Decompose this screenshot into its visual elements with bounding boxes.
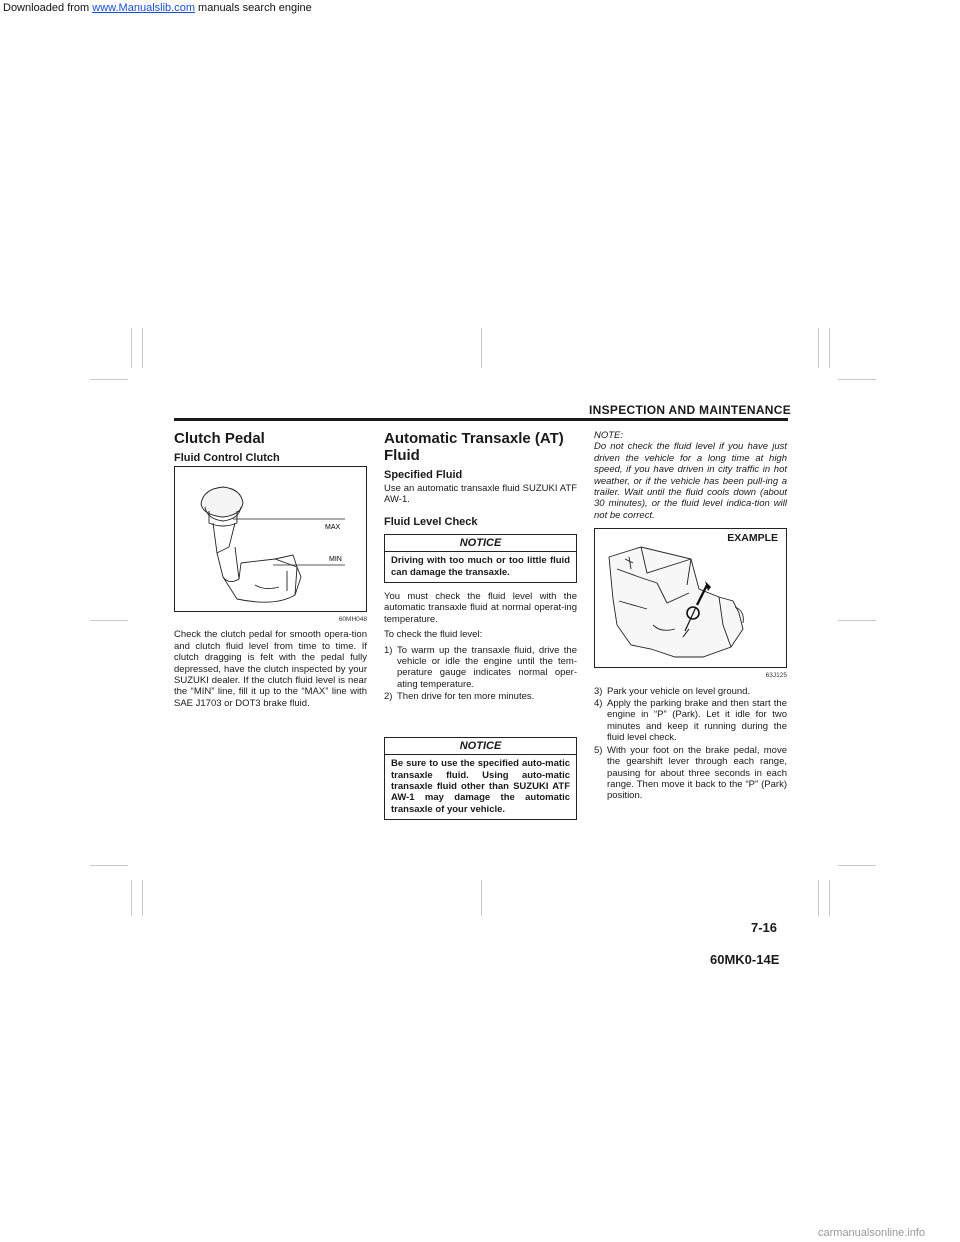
subheading-specified-fluid: Specified Fluid [384,469,463,481]
banner-prefix: Downloaded from [3,2,93,14]
watermark: carmanualsonline.info [818,1227,926,1239]
example-label: EXAMPLE [727,532,778,545]
column-clutch-pedal [174,430,367,713]
fluid-check-intro: To check the fluid level: [384,629,483,641]
column-at-fluid [384,430,577,826]
manualslib-link[interactable]: www.Manualslib.com [92,2,195,14]
notice-box-1 [384,534,577,583]
list-item: 3) Park your vehicle on level ground. [594,685,751,697]
download-banner [3,2,312,14]
transaxle-illustration [595,529,786,667]
note-text: Do not check the fluid level if you have just driven the vehicle for a long time at high speed, if you have driven in city traffic in hot weather, or if the vehicle has been pull-ing a trailer. Wait until the fluid cools down (about 30 minutes), or the fluid level indica-tion will not be correct. [594,441,787,521]
figure-code: 63J125 [765,672,787,680]
note-label: NOTE: [594,430,624,441]
notice-text: Driving with too much or too little fluid can damage the transaxle. [391,555,570,578]
notice-box-2 [384,737,577,820]
column-note-steps [594,430,787,803]
fluid-check-steps-continued [594,686,787,802]
notice-title: NOTICE [385,535,576,552]
section-title: INSPECTION AND MAINTENANCE [589,403,792,417]
specified-fluid-text: Use an automatic transaxle fluid SUZUKI ATF AW-1. [384,483,577,506]
list-item: 2) Then drive for ten more minutes. [384,691,535,703]
min-label: MIN [329,556,342,563]
list-item: 4) Apply the parking brake and then start the engine in “P” (Park). Let it idle for two minutes and keep it running during the fluid level check. [594,698,787,744]
fluid-check-paragraph: You must check the fluid level with the automatic transaxle fluid at normal operat-ing temperature. [384,591,577,625]
heading-clutch-pedal: Clutch Pedal [174,430,265,447]
document-code: 60MK0-14E [710,952,780,967]
banner-suffix: manuals search engine [194,2,312,14]
heading-at-fluid: Automatic Transaxle (AT) Fluid [384,430,564,464]
page-number: 7-16 [751,920,778,935]
figure-code: 60MH048 [338,616,367,623]
subheading-fluid-control-clutch: Fluid Control Clutch [174,452,280,464]
clutch-reservoir-figure [174,466,367,612]
transaxle-figure [594,528,787,668]
header-rule [174,418,788,421]
list-item: 1) To warm up the transaxle fluid, drive the vehicle or idle the engine until the tem-perature gauge indicates normal oper-ating temperature. [384,644,577,690]
max-label: MAX [325,524,341,531]
subheading-fluid-level-check: Fluid Level Check [384,515,478,528]
list-item: 5) With your foot on the brake pedal, move the gearshift lever through each range, pausing for about three seconds in each range. Then move it back to the “P” (Park) position. [594,744,787,802]
fluid-check-steps [384,645,577,703]
notice-text: Be sure to use the specified auto-matic transaxle fluid. Using auto-matic transaxle fluid other than SUZUKI ATF AW-1 may damage the automatic transaxle of your vehicle. [391,758,570,815]
notice-title: NOTICE [385,738,576,755]
clutch-body-text: Check the clutch pedal for smooth opera-tion and clutch fluid level from time to time. If clutch dragging is felt with the pedal fully depressed, have the clutch inspected by your SUZUKI dealer. If the clutch fluid level is near the “MIN” line, fill it up to the “MAX” line with SAE J1703 or DOT3 brake fluid. [174,629,367,709]
clutch-reservoir-illustration [175,467,366,611]
